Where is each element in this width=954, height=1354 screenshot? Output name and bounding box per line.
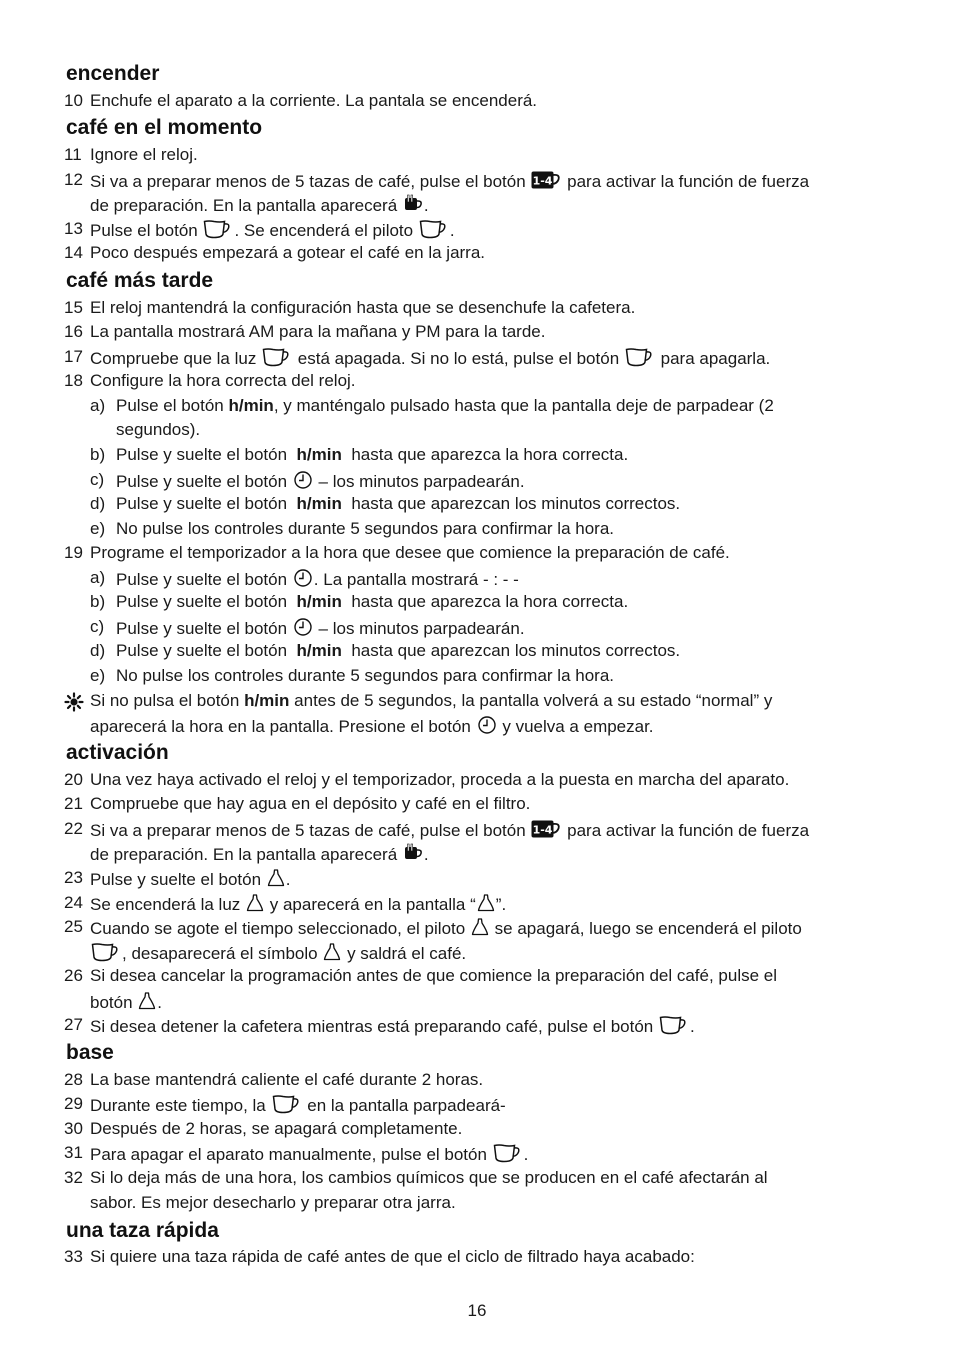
- item-number: 24: [64, 893, 83, 912]
- item-text-part: Pulse y suelte el botón: [116, 592, 288, 611]
- h-min-key-label: h/min: [296, 494, 342, 513]
- item-text-part: . La pantalla mostrará - : - -: [313, 570, 519, 589]
- item-text: [90, 917, 802, 939]
- h-min-key-label: h/min: [296, 445, 342, 464]
- cup-icon: [262, 347, 292, 367]
- clock-icon: [477, 715, 497, 735]
- cup-icon: [203, 219, 233, 239]
- item-text-part: Pulse el botón: [116, 396, 224, 415]
- item-text-part: Pulse y suelte el botón: [116, 472, 288, 491]
- item-number: 11: [64, 145, 82, 164]
- item-text-part: Pulse y suelte el botón: [116, 494, 288, 513]
- strength-1-4-icon: [531, 170, 561, 190]
- item-text-part: .: [423, 845, 429, 864]
- item-text-part: hasta que aparezcan los minutos correctos.: [351, 494, 681, 513]
- sub-item-text: No pulse los controles durante 5 segundos para confirmar la hora.: [116, 519, 615, 538]
- item-number: 29: [64, 1094, 83, 1113]
- item-text-part: en la pantalla parpadeará-: [307, 1096, 506, 1115]
- item-text-part: Pulse y suelte el botón: [116, 641, 288, 660]
- item-number: 13: [64, 219, 83, 238]
- sun-tip-icon: [64, 692, 84, 712]
- sub-item-label: a): [90, 568, 106, 587]
- section-title-activacion: activación: [66, 741, 169, 764]
- item-number: 32: [64, 1168, 83, 1187]
- item-number: 31: [64, 1143, 83, 1162]
- section-title-cafe-en-el-momento: café en el momento: [66, 116, 263, 139]
- tip-text: [90, 691, 772, 711]
- item-text-part: y vuelva a empezar.: [502, 717, 654, 736]
- h-min-key-label: h/min: [228, 396, 274, 415]
- bell-timer-icon: [267, 868, 285, 888]
- cup-icon: [625, 347, 655, 367]
- item-text-part: Para apagar el aparato manualmente, pulse el botón: [90, 1145, 487, 1164]
- item-text-part: de preparación. En la pantalla aparecerá: [90, 196, 398, 215]
- item-text-part: Pulse y suelte el botón: [116, 619, 288, 638]
- sub-item-label: e): [90, 519, 106, 538]
- section-title-base: base: [66, 1041, 114, 1064]
- item-text-part: antes de 5 segundos, la pantalla volverá a su estado “normal” y: [294, 691, 773, 710]
- item-text: [90, 347, 770, 369]
- sub-item-text: [116, 470, 525, 492]
- item-text-continued: [90, 843, 429, 865]
- item-text-part: Pulse y suelte el botón: [90, 870, 262, 889]
- item-text-part: hasta que aparezcan los minutos correctos.: [351, 641, 681, 660]
- sub-item-text: [116, 445, 628, 465]
- bell-timer-icon: [471, 917, 489, 937]
- section-title-encender: encender: [66, 62, 160, 85]
- item-text: [90, 1143, 528, 1165]
- sub-item-label: b): [90, 592, 106, 611]
- item-text: Programe el temporizador a la hora que desee que comience la preparación de café.: [90, 543, 730, 562]
- item-number: 10: [64, 91, 83, 110]
- item-text-part: para activar la función de fuerza: [567, 172, 810, 191]
- item-text-part: Si va a preparar menos de 5 tazas de café, pulse el botón: [90, 172, 526, 191]
- item-text-part: – los minutos parpadearán.: [318, 472, 525, 491]
- item-text-part: para activar la función de fuerza: [567, 821, 810, 840]
- item-text-part: hasta que aparezca la hora correcta.: [351, 592, 629, 611]
- sub-item-text-continued: segundos).: [116, 420, 201, 439]
- item-number: 12: [64, 170, 83, 189]
- item-text: [90, 1094, 506, 1116]
- item-number: 28: [64, 1070, 83, 1089]
- h-min-key-label: h/min: [244, 691, 290, 710]
- tip-text-continued: [90, 715, 654, 737]
- section-title-cafe-mas-tarde: café más tarde: [66, 269, 214, 292]
- item-number: 16: [64, 322, 83, 341]
- item-text: [90, 868, 291, 890]
- item-text: Configure la hora correcta del reloj.: [90, 371, 356, 390]
- item-text-part: Si va a preparar menos de 5 tazas de café, pulse el botón: [90, 821, 526, 840]
- item-text-part: .: [157, 993, 163, 1012]
- item-text-part: .: [689, 1017, 695, 1036]
- sub-item-text: [116, 617, 525, 639]
- item-text: Después de 2 horas, se apagará completamente.: [90, 1119, 463, 1138]
- item-text-part: y aparecerá en la pantalla “: [269, 895, 476, 914]
- bell-timer-icon: [138, 991, 156, 1011]
- item-text-part: hasta que aparezca la hora correcta.: [351, 445, 629, 464]
- item-text-part: Compruebe que la luz: [90, 349, 257, 368]
- bell-timer-icon: [323, 942, 341, 962]
- item-text-part: Cuando se agote el tiempo seleccionado, el piloto: [90, 919, 466, 938]
- sub-item-text: No pulse los controles durante 5 segundos para confirmar la hora.: [116, 666, 615, 685]
- item-text-part: aparecerá la hora en la pantalla. Presione el botón: [90, 717, 471, 736]
- item-number: 21: [64, 794, 83, 813]
- item-text-part: Pulse el botón: [90, 221, 198, 240]
- item-text-part: .: [523, 1145, 529, 1164]
- strength-display-icon: [403, 843, 423, 863]
- item-number: 30: [64, 1119, 83, 1138]
- item-text: Si lo deja más de una hora, los cambios químicos que se producen en el café afectarán al: [90, 1168, 768, 1187]
- item-text: Compruebe que hay agua en el depósito y café en el filtro.: [90, 794, 531, 813]
- h-min-key-label: h/min: [296, 592, 342, 611]
- item-text: [90, 219, 455, 241]
- item-number: 19: [64, 543, 83, 562]
- item-text-part: de preparación. En la pantalla aparecerá: [90, 845, 398, 864]
- item-text-part: .: [423, 196, 429, 215]
- sub-item-text: [116, 592, 628, 612]
- item-text: La base mantendrá caliente el café durante 2 horas.: [90, 1070, 484, 1089]
- item-number: 14: [64, 243, 83, 262]
- item-text-continued: [90, 194, 429, 216]
- cup-icon: [493, 1143, 523, 1163]
- clock-icon: [293, 568, 313, 588]
- bell-timer-icon: [477, 893, 495, 913]
- item-text-part: . Se encenderá el piloto: [234, 221, 414, 240]
- strength-display-icon: [403, 194, 423, 214]
- item-text: [90, 170, 809, 192]
- sub-item-label: c): [90, 470, 105, 489]
- sub-item-label: e): [90, 666, 106, 685]
- item-text: Si desea cancelar la programación antes de que comience la preparación del café, pulse el: [90, 966, 778, 985]
- item-text-part: se apagará, luego se encenderá el piloto: [494, 919, 802, 938]
- sub-item-text: [116, 641, 680, 661]
- item-number: 26: [64, 966, 83, 985]
- item-number: 22: [64, 819, 83, 838]
- item-text-part: está apagada. Si no lo está, pulse el botón: [297, 349, 620, 368]
- item-text: La pantalla mostrará AM para la mañana y PM para la tarde.: [90, 322, 546, 341]
- sub-item-text: [116, 568, 519, 590]
- item-text-part: para apagarla.: [660, 349, 771, 368]
- item-text-part: – los minutos parpadearán.: [318, 619, 525, 638]
- item-number: 17: [64, 347, 83, 366]
- item-text-part: , y manténgalo pulsado hasta que la pantalla deje de parpadear (2: [273, 396, 774, 415]
- cup-icon: [272, 1094, 302, 1114]
- item-text: El reloj mantendrá la configuración hasta que se desenchufe la cafetera.: [90, 298, 636, 317]
- h-min-key-label: h/min: [296, 641, 342, 660]
- clock-icon: [293, 617, 313, 637]
- item-number: 23: [64, 868, 83, 887]
- item-text: Ignore el reloj.: [90, 145, 198, 164]
- item-text: [90, 893, 506, 915]
- bell-timer-icon: [246, 893, 264, 913]
- item-text-continued: sabor. Es mejor desecharlo y preparar otra jarra.: [90, 1193, 456, 1212]
- sub-item-text: [116, 396, 774, 416]
- cup-icon: [91, 942, 121, 962]
- item-text-part: Pulse y suelte el botón: [116, 570, 288, 589]
- cup-icon: [659, 1015, 689, 1035]
- item-text: Una vez haya activado el reloj y el temporizador, proceda a la puesta en marcha del aparato.: [90, 770, 790, 789]
- strength-1-4-icon: [531, 819, 561, 839]
- item-text-part: y saldrá el café.: [342, 944, 467, 963]
- item-text-part: .: [285, 870, 291, 889]
- sub-item-label: d): [90, 641, 106, 660]
- item-text: Enchufe el aparato a la corriente. La pantala se encenderá.: [90, 91, 538, 110]
- item-text-part: Se encenderá la luz: [90, 895, 241, 914]
- page-number: 16: [467, 1301, 487, 1320]
- item-text-continued: [90, 942, 466, 964]
- item-text-part: ”.: [495, 895, 507, 914]
- sub-item-text: [116, 494, 680, 514]
- item-number: 15: [64, 298, 83, 317]
- sub-item-label: d): [90, 494, 106, 513]
- sub-item-label: c): [90, 617, 105, 636]
- item-text-part: , desaparecerá el símbolo: [122, 944, 318, 963]
- item-text-part: .: [449, 221, 455, 240]
- cup-icon: [419, 219, 449, 239]
- item-number: 20: [64, 770, 83, 789]
- item-text: Poco después empezará a gotear el café en la jarra.: [90, 243, 486, 262]
- item-text: [90, 1015, 695, 1037]
- item-text-part: Si no pulsa el botón: [90, 691, 240, 710]
- item-number: 27: [64, 1015, 83, 1034]
- item-number: 18: [64, 371, 83, 390]
- sub-item-label: b): [90, 445, 106, 464]
- item-text-part: botón: [90, 993, 133, 1012]
- item-text-part: Durante este tiempo, la: [90, 1096, 266, 1115]
- sub-item-label: a): [90, 396, 106, 415]
- item-text: [90, 819, 809, 841]
- item-text-part: Pulse y suelte el botón: [116, 445, 288, 464]
- item-text: Si quiere una taza rápida de café antes de que el ciclo de filtrado haya acabado:: [90, 1247, 695, 1266]
- item-text-continued: [90, 991, 162, 1013]
- item-text-part: Si desea detener la cafetera mientras está preparando café, pulse el botón: [90, 1017, 654, 1036]
- clock-icon: [293, 470, 313, 490]
- section-title-una-taza-rapida: una taza rápida: [66, 1219, 219, 1242]
- item-number: 25: [64, 917, 83, 936]
- item-number: 33: [64, 1247, 83, 1266]
